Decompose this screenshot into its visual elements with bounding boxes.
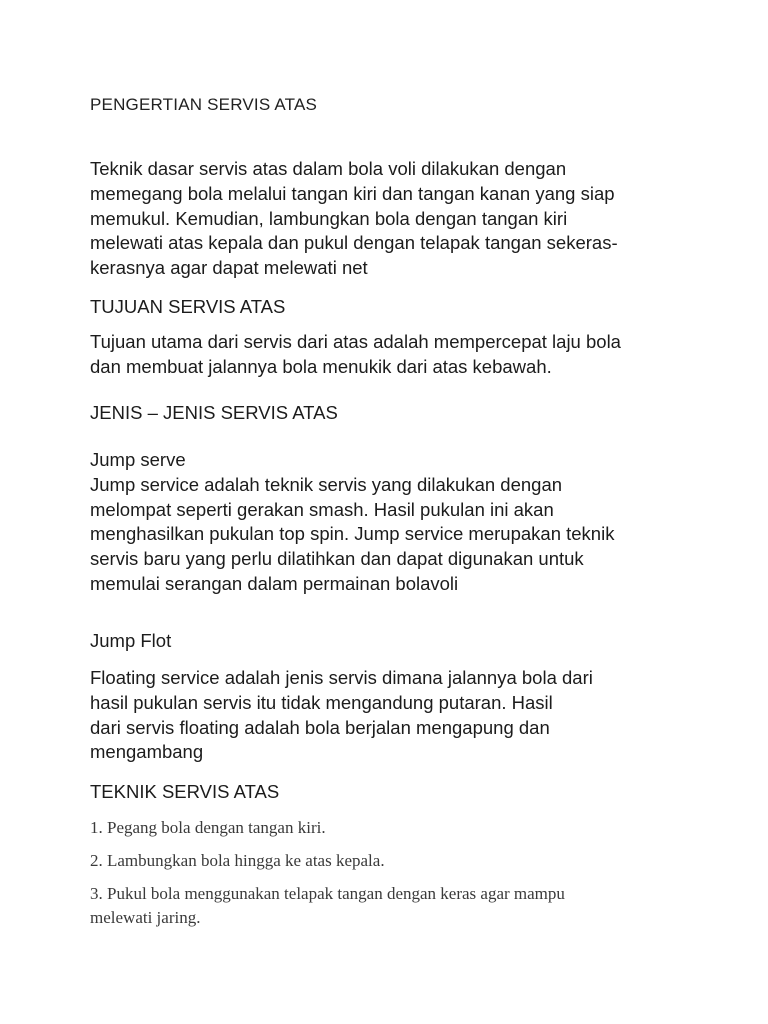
jump-serve-line: menghasilkan pukulan top spin. Jump service merupakan teknik	[90, 523, 615, 545]
jump-flot-line: mengambang	[90, 741, 204, 763]
jump-serve-section	[90, 448, 614, 597]
teknik-step: 2. Lambungkan bola hingga ke atas kepala.	[90, 851, 385, 870]
intro-line: kerasnya agar dapat melewati net	[90, 257, 368, 279]
jump-flot-line: dari servis floating adalah bola berjalan mengapung dan	[90, 716, 550, 738]
intro-line: memegang bola melalui tangan kiri dan tangan kanan yang siap	[90, 182, 615, 204]
jump-flot-heading: Jump Flot	[90, 630, 172, 651]
jump-serve-line: memulai serangan dalam permainan bolavoli	[90, 572, 459, 594]
jump-serve-line: Jump service adalah teknik servis yang dilakukan dengan	[90, 473, 563, 495]
tujuan-line: Tujuan utama dari servis dari atas adalah mempercepat laju bola	[90, 331, 621, 352]
teknik-step-3	[90, 882, 565, 930]
intro-line: memukul. Kemudian, lambungkan bola dengan tangan kiri	[90, 207, 568, 229]
jump-flot-line: hasil pukulan servis itu tidak mengandung putaran. Hasil	[90, 691, 553, 713]
intro-paragraph	[90, 157, 618, 281]
teknik-heading: TEKNIK SERVIS ATAS	[90, 781, 280, 802]
jump-serve-line: servis baru yang perlu dilatihkan dan dapat digunakan untuk	[90, 548, 584, 570]
intro-line: Teknik dasar servis atas dalam bola voli dilakukan dengan	[90, 158, 567, 179]
jenis-heading: JENIS – JENIS SERVIS ATAS	[90, 402, 338, 423]
jump-serve-heading: Jump serve	[90, 449, 186, 470]
jump-serve-line: melompat seperti gerakan smash. Hasil pukulan ini akan	[90, 498, 554, 520]
tujuan-heading: TUJUAN SERVIS ATAS	[90, 296, 286, 317]
teknik-step-3-line: melewati jaring.	[90, 908, 201, 927]
jump-flot-paragraph	[90, 666, 593, 765]
document-title: PENGERTIAN SERVIS ATAS	[90, 95, 318, 114]
tujuan-line: dan membuat jalannya bola menukik dari atas kebawah.	[90, 355, 552, 377]
jump-flot-line: Floating service adalah jenis servis dimana jalannya bola dari	[90, 667, 593, 688]
teknik-step-3-line: 3. Pukul bola menggunakan telapak tangan dengan keras agar mampu	[90, 884, 565, 903]
intro-line: melewati atas kepala dan pukul dengan telapak tangan sekeras-	[90, 232, 618, 254]
tujuan-paragraph	[90, 330, 621, 380]
teknik-step: 1. Pegang bola dengan tangan kiri.	[90, 818, 326, 837]
